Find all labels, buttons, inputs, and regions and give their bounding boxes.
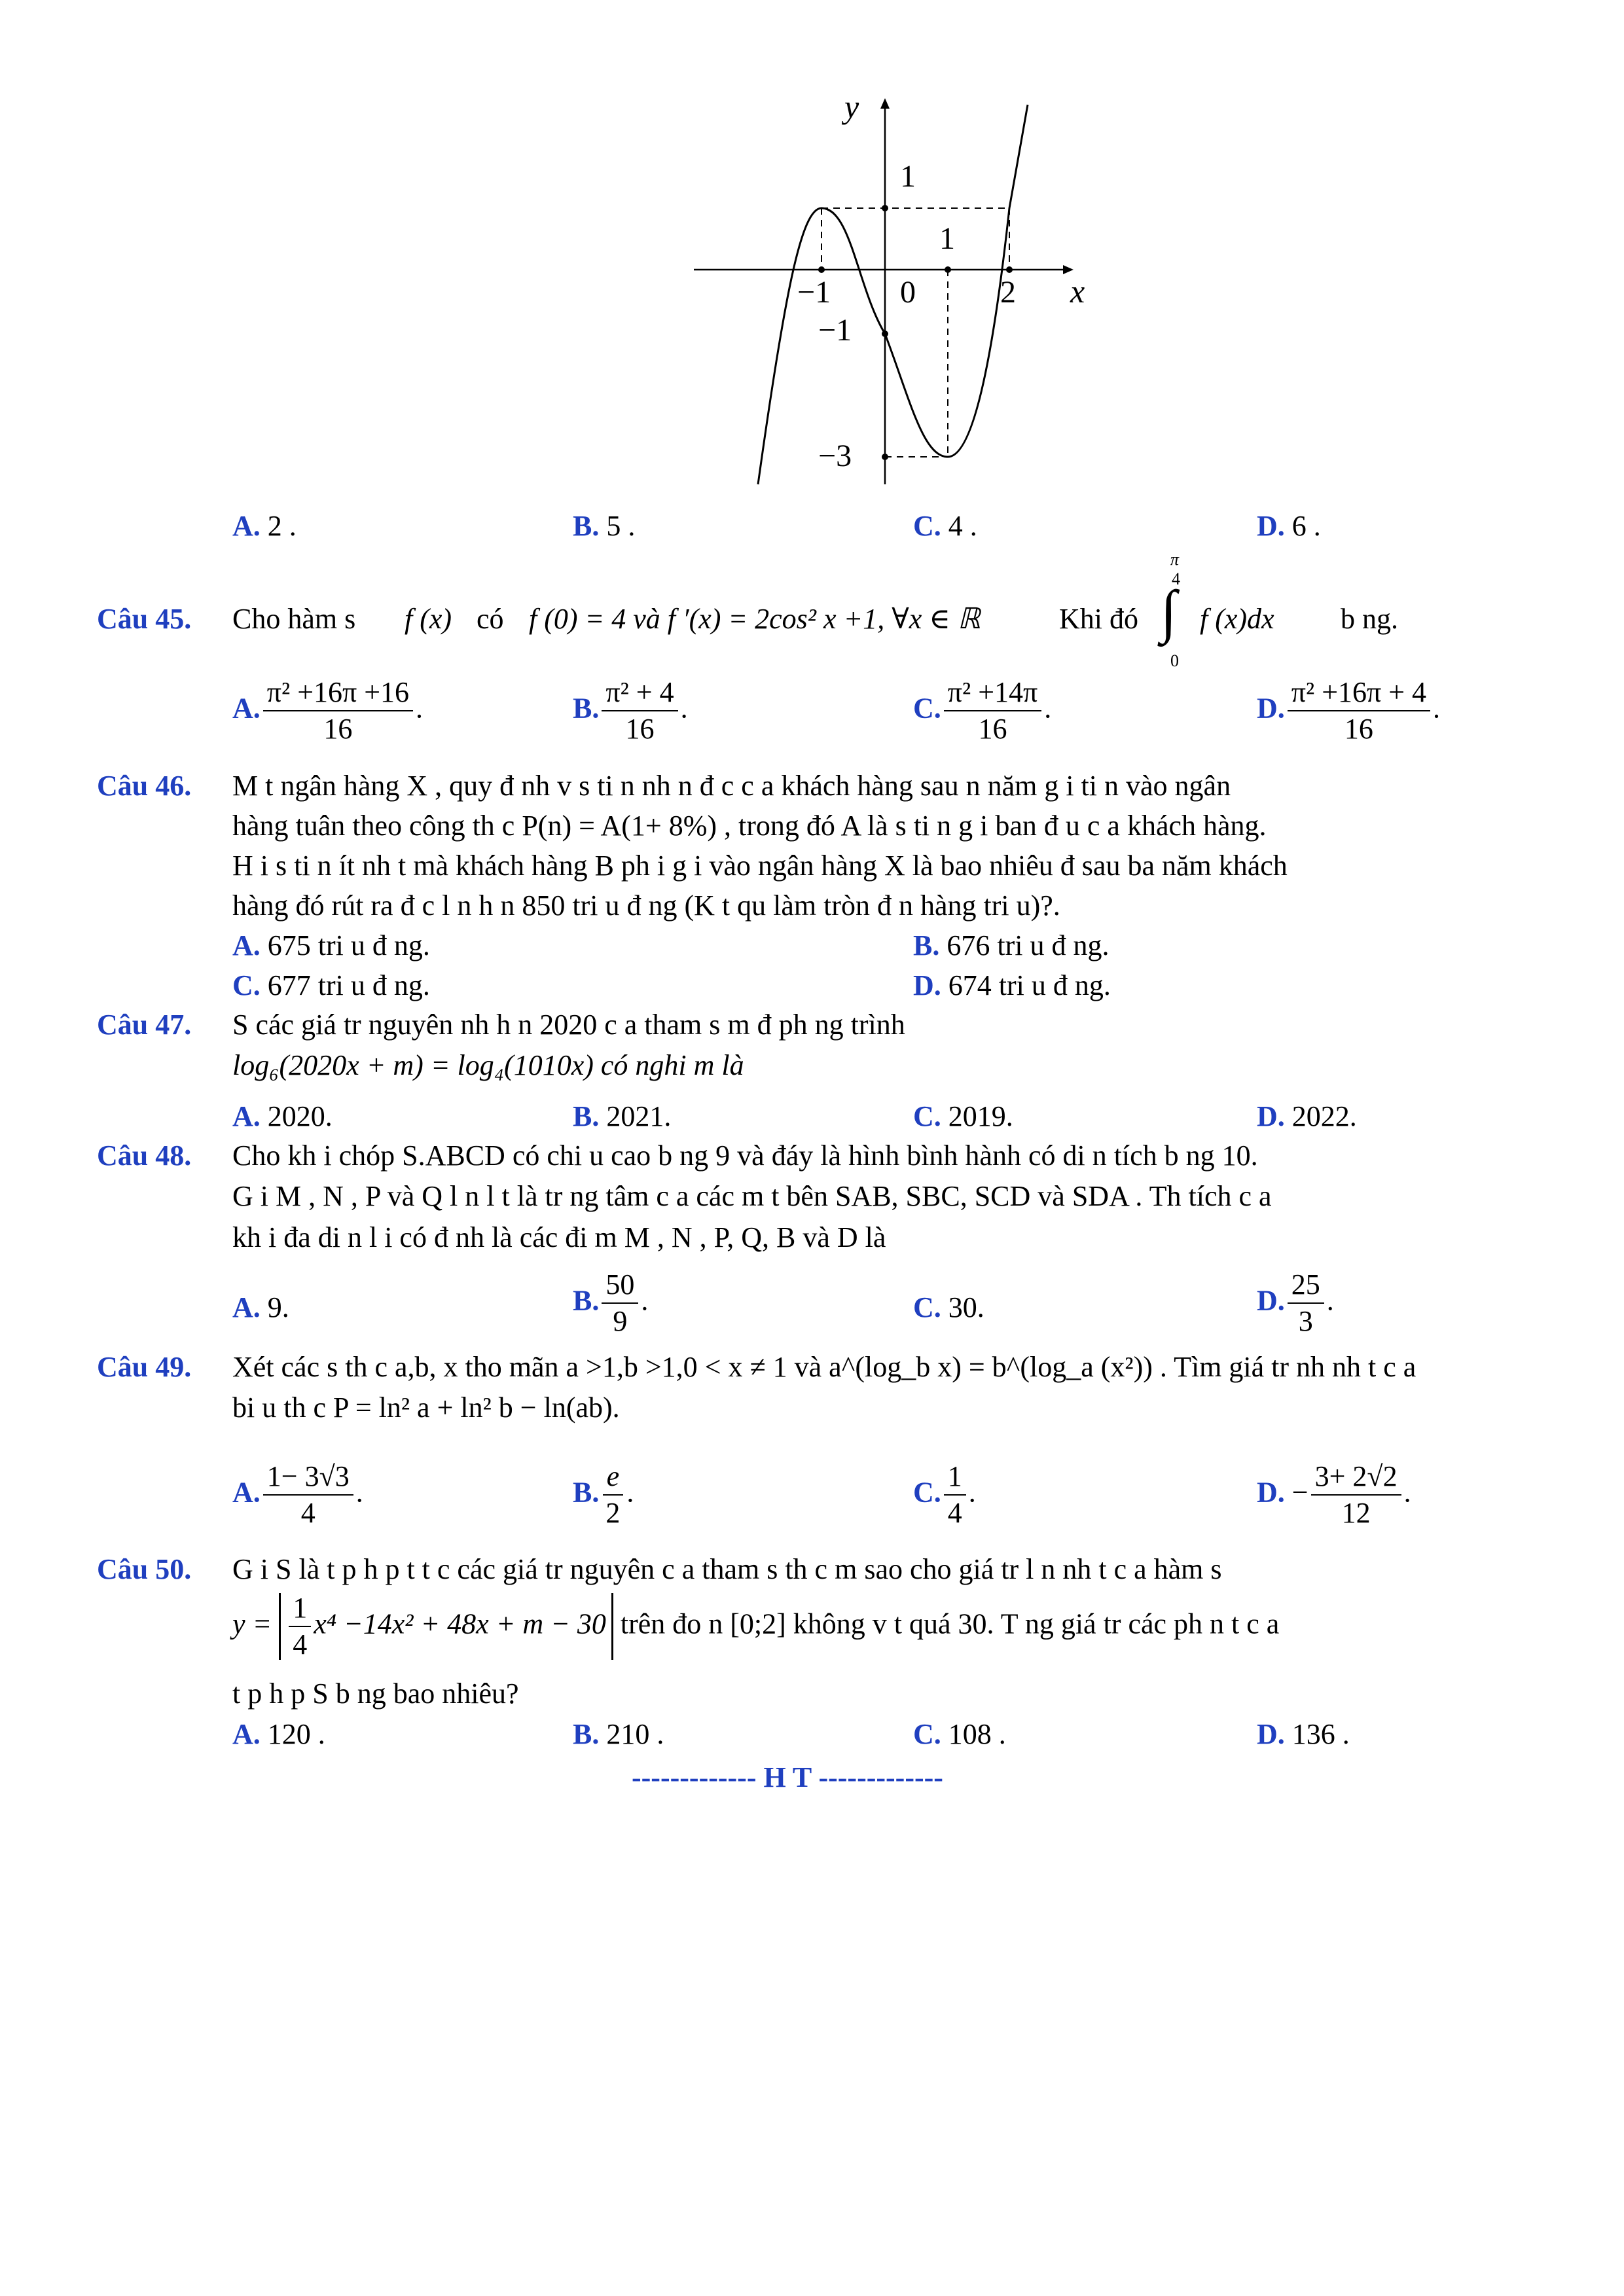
q47-A: 2020. xyxy=(267,1100,333,1132)
q49-D-label[interactable]: D. xyxy=(1257,1476,1285,1509)
q48-C-label[interactable]: C. xyxy=(913,1291,941,1323)
point-y1 xyxy=(882,205,888,211)
q49-B-den: 2 xyxy=(605,1497,621,1530)
integral-sign: ∫ xyxy=(1161,579,1177,644)
y-label: y xyxy=(844,92,859,125)
q46-line4: hàng đó rút ra đ c l n h n 850 tri u đ ng (K t qu làm tròn đ n hàng tri u)?. xyxy=(232,889,1060,922)
q46-line2: hàng tuân theo công th c P(n) = A(1+ 8%) , trong đó A là s ti n g i ban đ u c a khách hàng. xyxy=(232,810,1267,842)
function-graph xyxy=(687,92,1106,497)
tick-one-x: 1 xyxy=(939,221,955,256)
point-yneg3 xyxy=(882,454,888,460)
q46-label: Câu 46. xyxy=(97,770,192,802)
q48-D-label[interactable]: D. xyxy=(1257,1284,1285,1317)
q48-B-den: 9 xyxy=(613,1305,628,1338)
q47-C-label[interactable]: C. xyxy=(913,1100,941,1132)
q46-A-label[interactable]: A. xyxy=(232,929,261,961)
q50-abs-expr xyxy=(279,1593,613,1660)
q46-C-label[interactable]: C. xyxy=(232,969,261,1001)
q49-A-den: 4 xyxy=(300,1497,316,1530)
tick-minus-one-y: −1 xyxy=(818,313,852,348)
q49-line1: Xét các s th c a,b, x tho mãn a >1,b >1,0 < x ≠ 1 và a^(log_b x) = b^(log_a (x²)) . Tìm giá tr nh nh t c a xyxy=(232,1351,1416,1383)
q49-B-label[interactable]: B. xyxy=(573,1476,600,1509)
q47-B: 2021. xyxy=(606,1100,672,1132)
point-2 xyxy=(1006,266,1013,273)
q46-A: 675 tri u đ ng. xyxy=(267,929,430,961)
q45-bang: b ng. xyxy=(1341,603,1398,635)
q46-B: 676 tri u đ ng. xyxy=(947,929,1110,961)
q45-B-den: 16 xyxy=(625,713,655,745)
q45-C-num: π² +14π xyxy=(944,677,1041,711)
q47-B-label[interactable]: B. xyxy=(573,1100,600,1132)
q49-label: Câu 49. xyxy=(97,1351,192,1383)
q45-label: Câu 45. xyxy=(97,603,192,635)
q50-B-label[interactable]: B. xyxy=(573,1718,600,1750)
q49-B-num: e xyxy=(603,1462,624,1496)
q49-D-num: 3+ 2√2 xyxy=(1311,1462,1401,1496)
q44-B-label[interactable]: B. xyxy=(573,510,600,542)
q46-line1: M t ngân hàng X , quy đ nh v s ti n nh n đ c c a khách hàng sau n năm g i ti n vào ngân xyxy=(232,770,1231,802)
tick-one-y: 1 xyxy=(900,159,916,194)
q45-D-num: π² +16π + 4 xyxy=(1288,677,1430,711)
q45-fx: f (x) xyxy=(405,603,452,635)
q44-B: 5 . xyxy=(606,510,636,542)
q49-C-den: 4 xyxy=(947,1497,962,1530)
y-axis-arrow xyxy=(880,98,890,109)
q44-D: 6 . xyxy=(1291,510,1321,542)
tick-two: 2 xyxy=(1000,275,1016,310)
q49-D-sign: − xyxy=(1291,1476,1308,1509)
q48-line2: G i M , N , P và Q l n l t là tr ng tâm c a các m t bên SAB, SBC, SCD và SDA . Th tích c a xyxy=(232,1180,1272,1212)
tick-minus-three: −3 xyxy=(818,439,852,473)
q50-frac-num: 1 xyxy=(289,1593,311,1627)
point-neg1 xyxy=(818,266,825,273)
q50-line2-rest: trên đo n [0;2] không v t quá 30. T ng giá tr các ph n t c a xyxy=(620,1607,1280,1640)
q48-B-label[interactable]: B. xyxy=(573,1284,600,1317)
q49-line2: bi u th c P = ln² a + ln² b − ln(ab). xyxy=(232,1391,620,1424)
q45-options: A. $\frac{\text{π² +16π +16}}{16}$ . B. $\frac{\text{π² + 4}}{16}$ . C. $\frac{\text{π² +14π}}{16}$ . D. $\frac{\text{π² +16π + 4}}{16}$ . xyxy=(232,676,1441,745)
q45-cond: f (0) = 4 và f ′(x) = 2cos² x +1, ∀x ∈ ℝ xyxy=(529,603,981,635)
q44-C: 4 . xyxy=(948,510,977,542)
q48-A: 9. xyxy=(267,1291,289,1323)
q50-C-label[interactable]: C. xyxy=(913,1718,941,1750)
q46-B-label[interactable]: B. xyxy=(913,929,940,961)
q48-C: 30. xyxy=(948,1291,984,1323)
end-marker: ------------- H T ------------- xyxy=(632,1761,943,1793)
q44-A: 2 . xyxy=(267,510,297,542)
q50-C: 108 . xyxy=(948,1718,1006,1750)
q47-line1: S các giá tr nguyên nh h n 2020 c a tham s m đ ph ng trình xyxy=(232,1009,905,1041)
q50-D: 136 . xyxy=(1291,1718,1350,1750)
q50-label: Câu 50. xyxy=(97,1553,192,1585)
q50-frac-den: 4 xyxy=(293,1628,308,1661)
q48-label: Câu 48. xyxy=(97,1139,192,1172)
q50-B: 210 . xyxy=(606,1718,664,1750)
q50-line3: t p h p S b ng bao nhiêu? xyxy=(232,1677,519,1710)
q50-y-eq: y = xyxy=(232,1607,272,1640)
q47-D: 2022. xyxy=(1291,1100,1357,1132)
tick-minus-one-x: −1 xyxy=(797,275,831,310)
q47-label: Câu 47. xyxy=(97,1009,192,1041)
q45-D-label[interactable]: D. xyxy=(1257,692,1285,725)
q45-C-label[interactable]: C. xyxy=(913,692,941,725)
q48-B-num: 50 xyxy=(602,1270,638,1304)
q45-A-num: π² +16π +16 xyxy=(263,677,413,711)
q50-A-label[interactable]: A. xyxy=(232,1718,261,1750)
q49-C-num: 1 xyxy=(944,1462,966,1496)
q48-A-label[interactable]: A. xyxy=(232,1291,261,1323)
q48-D-num: 25 xyxy=(1288,1270,1324,1304)
q49-C-label[interactable]: C. xyxy=(913,1476,941,1509)
q45-int-bottom: 0 xyxy=(1170,651,1179,670)
q46-D-label[interactable]: D. xyxy=(913,969,941,1001)
point-yneg1 xyxy=(882,331,888,337)
q46-D: 674 tri u đ ng. xyxy=(948,969,1111,1001)
tick-zero: 0 xyxy=(900,275,916,310)
q45-integrand: f (x)dx xyxy=(1200,603,1274,635)
q45-khi: Khi đó xyxy=(1059,603,1138,635)
q45-A-den: 16 xyxy=(323,713,353,745)
q44-D-label[interactable]: D. xyxy=(1257,510,1285,542)
q45-co: có xyxy=(477,603,504,635)
q44-C-label[interactable]: C. xyxy=(913,510,941,542)
q49-A-label[interactable]: A. xyxy=(232,1476,261,1509)
q46-C: 677 tri u đ ng. xyxy=(267,969,430,1001)
q47-C: 2019. xyxy=(948,1100,1013,1132)
q45-int-top: π xyxy=(1170,550,1180,569)
q48-D-den: 3 xyxy=(1298,1305,1313,1338)
q45-text1: Cho hàm s xyxy=(232,603,356,635)
q50-D-label[interactable]: D. xyxy=(1257,1718,1285,1750)
q45-B-label[interactable]: B. xyxy=(573,692,600,725)
q45-D-den: 16 xyxy=(1344,713,1373,745)
q47-line2: log₆(2020x + m) = log₄(1010x) có nghi m là xyxy=(232,1049,744,1081)
q50-expr: x⁴ −14x² + 48x + m − 30 xyxy=(314,1607,606,1640)
q47-A-label[interactable]: A. xyxy=(232,1100,261,1132)
q47-D-label[interactable]: D. xyxy=(1257,1100,1285,1132)
q45-A-label[interactable]: A. xyxy=(232,692,261,725)
q50-line1: G i S là t p h p t t c các giá tr nguyên c a tham s th c m sao cho giá tr l n nh t c a hàm s xyxy=(232,1553,1222,1585)
q46-line3: H i s ti n ít nh t mà khách hàng B ph i g i vào ngân hàng X là bao nhiêu đ sau ba năm khách xyxy=(232,850,1288,882)
point-1 xyxy=(945,266,951,273)
q45-B-num: π² + 4 xyxy=(602,677,677,711)
q48-line1: Cho kh i chóp S.ABCD có chi u cao b ng 9 và đáy là hình bình hành có di n tích b ng 10. xyxy=(232,1139,1258,1172)
q44-A-label[interactable]: A. xyxy=(232,510,261,542)
q49-A-num: 1− 3√3 xyxy=(263,1462,353,1496)
q50-A: 120 . xyxy=(267,1718,325,1750)
q48-line3: kh i đa di n l i có đ nh là các đi m M , N , P, Q, B và D là xyxy=(232,1221,886,1253)
q49-D-den: 12 xyxy=(1341,1497,1371,1530)
q45-C-den: 16 xyxy=(978,713,1007,745)
q45-int-top2: 4 xyxy=(1172,569,1180,588)
x-label: x xyxy=(1070,273,1085,310)
